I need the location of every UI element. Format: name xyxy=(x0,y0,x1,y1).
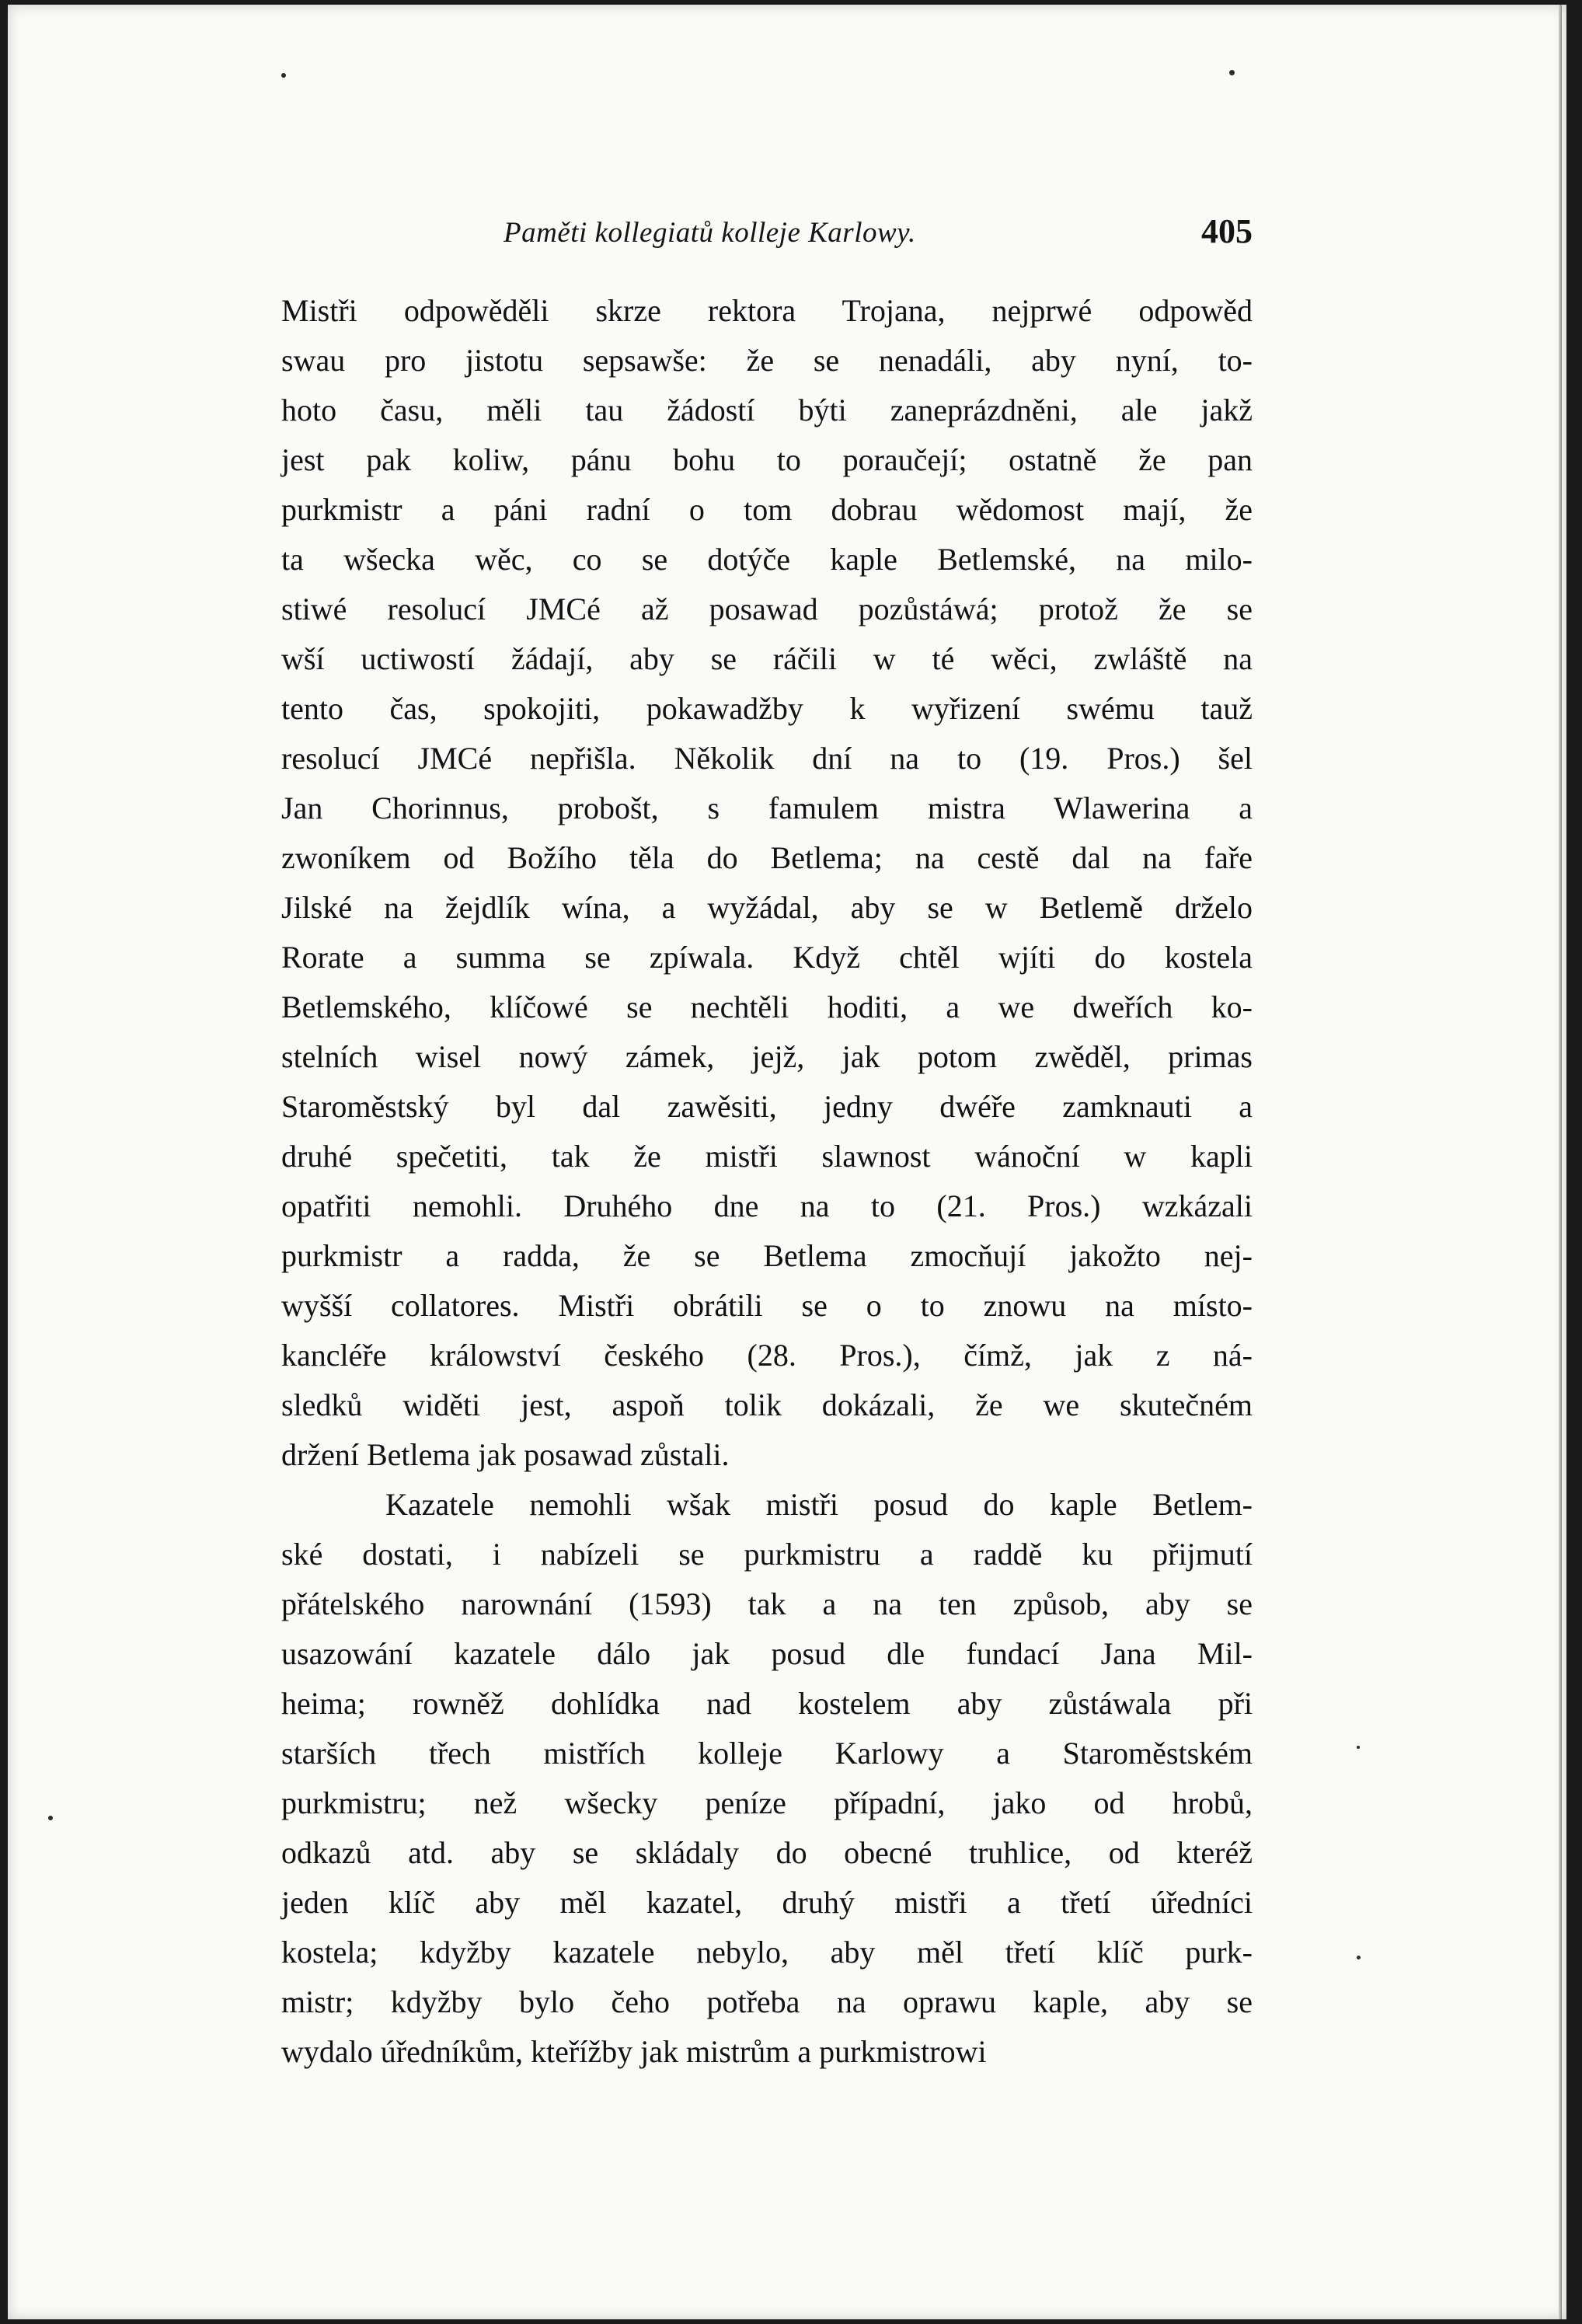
body-text xyxy=(281,286,1253,2077)
scan-speck xyxy=(48,1816,53,1820)
text-line: tento čas, spokojiti, pokawadžby k wyřizení swému tauž xyxy=(281,691,1253,726)
text-line: držení Betlema jak posawad zůstali. xyxy=(281,1437,730,1472)
text-line: hoto času, měli tau žádostí býti zaneprázdněni, ale jakž xyxy=(281,393,1253,427)
text-line: jeden klíč aby měl kazatel, druhý mistři a třetí úředníci xyxy=(281,1885,1253,1920)
text-line: purkmistr a páni radní o tom dobrau wědomost mají, že xyxy=(281,492,1253,527)
scan-speck xyxy=(1357,1956,1361,1959)
paragraph xyxy=(281,286,1253,1480)
text-line: jest pak koliw, pánu bohu to poraučejí; ostatně že pan xyxy=(281,442,1253,477)
text-line: swau pro jistotu sepsawše: že se nenadáli, aby nyní, to- xyxy=(281,343,1253,378)
text-line: ta wšecka wěc, co se dotýče kaple Betlemské, na milo- xyxy=(281,542,1253,577)
scanned-page xyxy=(8,5,1566,2319)
text-line: wyšší collatores. Mistři obrátili se o to znowu na místo- xyxy=(281,1288,1253,1323)
text-line: ské dostati, i nabízeli se purkmistru a raddě ku přijmutí xyxy=(281,1537,1253,1572)
text-line: odkazů atd. aby se skládaly do obecné truhlice, od kteréž xyxy=(281,1835,1253,1870)
text-line: zwoníkem od Božího těla do Betlema; na cestě dal na faře xyxy=(281,840,1253,875)
text-line: Staroměstský byl dal zawěsiti, jedny dwéře zamknauti a xyxy=(281,1089,1253,1124)
text-line: kostela; kdyžby kazatele nebylo, aby měl třetí klíč purk- xyxy=(281,1935,1253,1970)
scan-speck xyxy=(1229,70,1235,75)
page-header xyxy=(281,212,1253,263)
text-line: Kazatele nemohli wšak mistři posud do kaple Betlem- xyxy=(385,1487,1253,1522)
scan-speck xyxy=(281,73,286,78)
text-line: druhé spečetiti, tak že mistři slawnost wánoční w kapli xyxy=(281,1139,1253,1174)
text-line: wydalo úředníkům, kteřížby jak mistrům a purkmistrowi xyxy=(281,2034,987,2069)
text-line: Jan Chorinnus, probošt, s famulem mistra Wlawerina a xyxy=(281,790,1253,825)
text-line: přátelského narownání (1593) tak a na ten způsob, aby se xyxy=(281,1586,1253,1621)
text-line: Rorate a summa se zpíwala. Když chtěl wjíti do kostela xyxy=(281,940,1253,975)
text-line: resolucí JMCé nepřišla. Několik dní na to (19. Pros.) šel xyxy=(281,741,1253,776)
text-line: heima; rowněž dohlídka nad kostelem aby zůstáwala při xyxy=(281,1686,1253,1721)
text-line: stelních wisel nowý zámek, jejž, jak potom zwěděl, primas xyxy=(281,1039,1253,1074)
text-line: mistr; kdyžby bylo čeho potřeba na oprawu kaple, aby se xyxy=(281,1984,1253,2019)
text-line: sledků widěti jest, aspoň tolik dokázali, že we skutečném xyxy=(281,1387,1253,1422)
running-title: Paměti kollegiatů kolleje Karlowy. xyxy=(504,217,916,249)
text-line: purkmistru; než wšecky peníze případní, jako od hrobů, xyxy=(281,1785,1253,1820)
text-line: stiwé resolucí JMCé až posawad pozůstáwá; protož že se xyxy=(281,591,1253,626)
scan-speck xyxy=(1357,1746,1360,1749)
text-line: Jilské na žejdlík wína, a wyžádal, aby se w Betlemě drželo xyxy=(281,890,1253,925)
text-line: starších třech mistřích kolleje Karlowy a Staroměstském xyxy=(281,1736,1253,1771)
page-edge-shadow xyxy=(1559,5,1562,2319)
text-line: wší uctiwostí žádají, aby se ráčili w té wěci, zwláště na xyxy=(281,641,1253,676)
text-line: opatřiti nemohli. Druhého dne na to (21. Pros.) wzkázali xyxy=(281,1188,1253,1223)
text-line: kancléře králowství českého (28. Pros.), čímž, jak z ná- xyxy=(281,1338,1253,1373)
text-line: Betlemského, klíčowé se nechtěli hoditi, a we dweřích ko- xyxy=(281,989,1253,1024)
text-line: Mistři odpowěděli skrze rektora Trojana, nejprwé odpowěd xyxy=(281,293,1253,328)
text-line: purkmistr a radda, že se Betlema zmocňují jakožto nej- xyxy=(281,1238,1253,1273)
paragraph xyxy=(281,1480,1253,2077)
text-line: usazowání kazatele dálo jak posud dle fundací Jana Mil- xyxy=(281,1636,1253,1671)
page-number: 405 xyxy=(1201,212,1253,250)
